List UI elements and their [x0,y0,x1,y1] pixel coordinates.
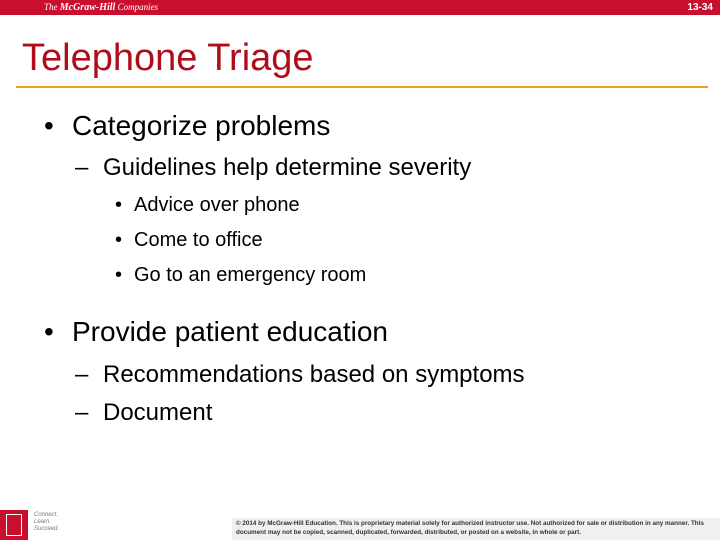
sub-sub-bullet-emergency [115,263,366,287]
bullet-patient-education [44,316,388,348]
publisher-brand [44,1,158,14]
header-bar [0,0,720,15]
dash-marker: – [75,399,89,426]
sub-sub-bullet-text: Come to office [134,229,263,251]
logo-mark [6,514,22,536]
sub-sub-bullet-text: Advice over phone [134,194,300,216]
sub-bullet-guidelines [75,154,471,182]
brand-name: McGraw-Hill [59,2,116,13]
logo-tagline: Connect. Learn. Succeed. [34,512,60,532]
slide-number: 13-34 [687,2,713,13]
sub-sub-bullet-text: Go to an emergency room [134,264,367,286]
sub-bullet-text: Guidelines help determine severity [103,154,472,181]
sub-bullet-text: Recommendations based on symptoms [103,361,525,388]
title-divider [16,86,708,88]
dash-marker: – [75,154,89,181]
bullet-marker: • [115,194,123,216]
bullet-text: Provide patient education [72,316,388,347]
brand-suffix: Companies [117,2,159,12]
mcgraw-hill-logo [0,510,28,540]
dash-marker: – [75,361,89,388]
slide-title: Telephone Triage [22,37,314,79]
copyright-notice: © 2014 by McGraw-Hill Education. This is proprietary material solely for authorized instructor use. Not authorized for sale or distribution in any manner. This document may not be copied, scanned, duplicated, forwarded, distributed, or posted on a website, in whole or part. [236,520,704,536]
bullet-categorize-problems [44,110,330,142]
sub-bullet-text: Document [103,399,213,426]
brand-prefix: The [44,2,58,12]
bullet-text: Categorize problems [72,110,331,141]
sub-bullet-recommendations [75,361,525,389]
sub-sub-bullet-office [115,228,263,252]
bullet-marker: • [115,264,123,286]
bullet-marker: • [115,229,123,251]
bullet-marker: • [44,110,54,141]
sub-bullet-document [75,399,212,427]
sub-sub-bullet-advice [115,193,300,217]
bullet-marker: • [44,316,54,347]
